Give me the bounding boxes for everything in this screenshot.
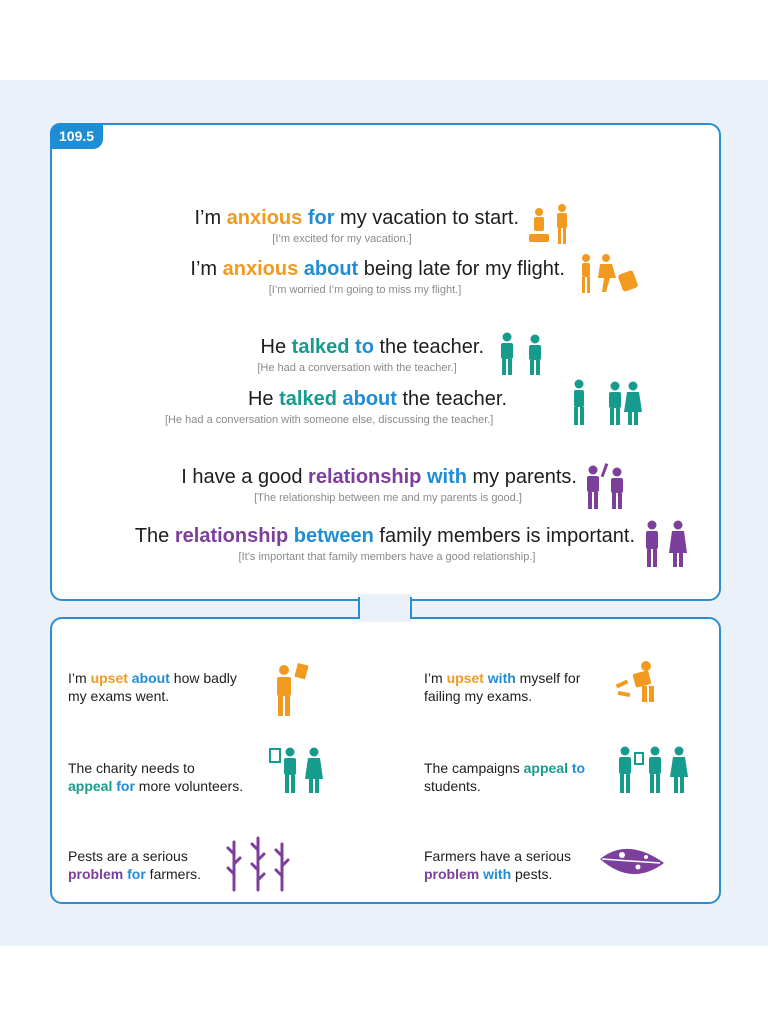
example-gloss-6: [It’s important that family members have a good relationship.]: [238, 551, 536, 563]
frustrated-student-icon: [612, 658, 662, 704]
volunteers-icon: [268, 745, 328, 797]
bottom-example-4: The campaigns appeal to students.: [424, 760, 586, 794]
example-gloss-4: [He had a conversation with someone else, discussing the teacher.]: [165, 414, 494, 426]
example-gloss-2: [I’m worried I’m going to miss my flight.]: [268, 284, 462, 296]
example-gloss-5: [The relationship between me and my parents is good.]: [254, 492, 522, 504]
example-sentence-1: I’m anxious for my vacation to start. [I’m excited for my vacation.]: [165, 207, 519, 245]
family-members-icon: [640, 518, 692, 570]
campaign-group-icon: [615, 745, 691, 797]
connector-line-right: [410, 597, 412, 619]
example-gloss-3: [He had a conversation with the teacher.]: [257, 362, 457, 374]
bottom-example-2: I’m upset with myself for failing my exams.: [424, 670, 581, 704]
people-discussing-icon: [569, 378, 643, 428]
example-sentence-3: He talked to the teacher. [He had a conversation with the teacher.]: [230, 336, 484, 374]
example-sentence-6: The relationship between family members is important. [It’s important that family members have a good relationship.]: [99, 525, 635, 563]
travelers-icon: [527, 202, 577, 246]
bottom-example-1: I’m upset about how badly my exams went.: [68, 670, 237, 704]
two-people-talking-icon: [495, 331, 549, 377]
connector-line-left: [358, 597, 360, 619]
example-gloss-1: [I’m excited for my vacation.]: [272, 233, 412, 245]
bottom-example-6: Farmers have a serious problem with pests.: [424, 848, 572, 882]
crop-pests-icon: [224, 834, 292, 892]
panel-connector: [358, 594, 412, 622]
example-sentence-5: I have a good relationship with my parents. [The relationship between me and my parents is good.]: [159, 466, 577, 504]
bottom-example-5: Pests are a serious problem for farmers.: [68, 848, 202, 882]
section-number-badge: 109.5: [50, 123, 103, 149]
stressed-student-icon: [266, 662, 310, 720]
example-sentence-4: He talked about the teacher. [He had a conversation with someone else, discussing the teacher.]: [165, 388, 507, 426]
bottom-example-3: The charity needs to appeal for more volunteers.: [68, 760, 244, 794]
pest-leaf-icon: [598, 843, 668, 883]
example-sentence-2: I’m anxious about being late for my flight. [I’m worried I’m going to miss my flight.]: [165, 258, 565, 296]
rushing-traveler-icon: [576, 252, 644, 298]
family-high-five-icon: [581, 461, 631, 511]
